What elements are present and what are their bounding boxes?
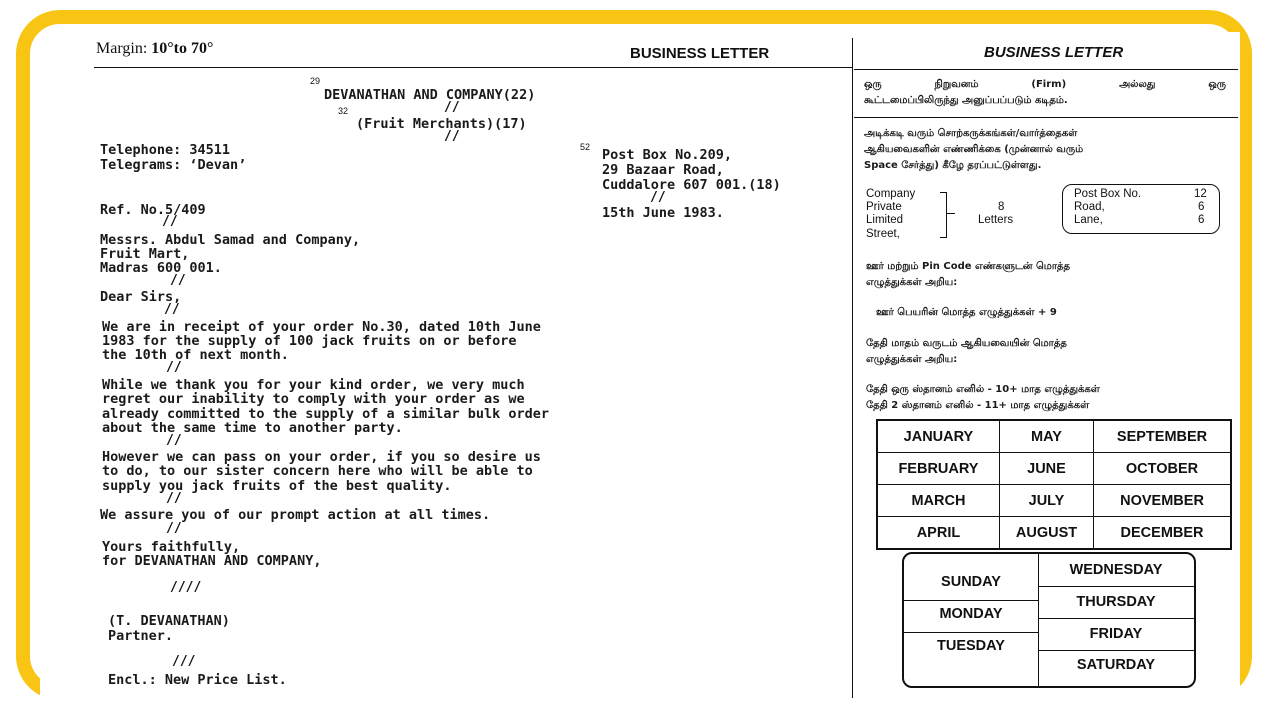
address-line-3: Cuddalore 607 001.(18) — [602, 177, 781, 193]
count-superscript: 29 — [310, 76, 321, 86]
abbr-count: 8 — [998, 201, 1005, 213]
table-row — [877, 420, 1231, 453]
spacing-mark: /// — [172, 654, 196, 669]
margin-note: Margin: 10°to 70° — [96, 40, 214, 57]
telephone: Telephone: 34511 — [100, 142, 231, 158]
salutation: Dear Sirs, — [100, 289, 182, 305]
day-cell: WEDNESDAY — [1069, 562, 1163, 578]
days-rule — [1038, 618, 1194, 619]
abbr-limited: Limited — [866, 214, 904, 226]
abbr-private: Private — [866, 201, 902, 213]
month-cell: JULY — [999, 485, 1093, 517]
day-cell: SUNDAY — [941, 574, 1001, 590]
address-line-1: Post Box No.209, — [602, 147, 733, 163]
month-cell: NOVEMBER — [1094, 485, 1231, 517]
table-row — [877, 517, 1231, 550]
paragraph-1-line-3: the 10th of next month. — [102, 347, 289, 363]
spacing-mark: // — [170, 273, 186, 288]
recipient-line-1: Messrs. Abdul Samad and Company, — [100, 232, 361, 248]
pin-note-line-2: எழுத்துக்கள் அறிய: — [866, 277, 958, 288]
spacing-mark: // — [162, 214, 178, 229]
spacing-mark: // — [166, 521, 182, 536]
day-cell: FRIDAY — [1089, 626, 1143, 642]
days-table — [902, 552, 1196, 688]
company-name: DEVANATHAN AND COMPANY(22) — [324, 87, 536, 103]
day-cell: MONDAY — [939, 606, 1003, 622]
month-cell: JUNE — [999, 453, 1093, 485]
month-cell: DECEMBER — [1094, 517, 1231, 550]
spacing-mark: // — [650, 190, 666, 205]
day-cell: TUESDAY — [937, 638, 1005, 654]
days-rule — [904, 600, 1038, 601]
abbr-note-line-3: Space சேர்த்து) கீழே தரப்பட்டுள்ளது. — [864, 160, 1042, 171]
pin-note-formula: ஊர் பெயரின் மொத்த எழுத்துக்கள் + 9 — [876, 307, 1057, 318]
firm-note-line-2: கூட்டமைப்பிலிருந்து அனுப்பப்படும் கடிதம். — [864, 95, 1068, 106]
company-subtitle: (Fruit Merchants)(17) — [356, 116, 527, 132]
month-cell: SEPTEMBER — [1094, 420, 1231, 453]
date-note-line-4: தேதி 2 ஸ்தானம் எனில் - 11+ மாத எழுத்துக்கள் — [866, 400, 1090, 411]
count-superscript: 32 — [338, 106, 349, 116]
count-superscript: 52 — [580, 142, 591, 152]
address-line-2: 29 Bazaar Road, — [602, 162, 724, 178]
letter-date: 15th June 1983. — [602, 205, 724, 221]
paragraph-3-line-3: supply you jack fruits of the best quality. — [102, 478, 452, 494]
spacing-mark: // — [166, 360, 182, 375]
signer-role: Partner. — [108, 628, 174, 644]
lane-count: 6 — [1198, 214, 1205, 226]
date-note-line-3: தேதி ஒரு ஸ்தானம் எனில் - 10+ மாத எழுத்துக்கள் — [866, 384, 1100, 395]
abbr-note-line-2: ஆகியவைகளின் எண்ணிக்கை (முன்னால் வரும் — [864, 144, 1084, 155]
abbr-street: Street, — [866, 228, 900, 240]
road-count: 6 — [1198, 201, 1205, 213]
reference-number: Ref. No.5/409 — [100, 202, 206, 218]
month-cell: JANUARY — [877, 420, 999, 453]
spacing-mark: // — [444, 100, 460, 115]
abbr-count-label: Letters — [978, 214, 1014, 226]
spacing-mark: // — [166, 491, 182, 506]
month-cell: MARCH — [877, 485, 999, 517]
document-page — [40, 32, 1240, 700]
brace — [940, 192, 947, 238]
firm-note-line-1: ஒரு நிறுவனம் (Firm) அல்லது ஒரு — [864, 79, 1226, 90]
date-note-line-2: எழுத்துக்கள் அறிய: — [866, 354, 958, 365]
paragraph-3-line-2: to do, to our sister concern here who will be able to — [102, 463, 533, 479]
column-divider — [852, 38, 853, 698]
spacing-mark: // — [166, 433, 182, 448]
paragraph-1-line-1: We are in receipt of your order No.30, dated 10th June — [102, 319, 541, 335]
day-cell: THURSDAY — [1076, 594, 1156, 610]
header-rule-right — [854, 69, 1238, 70]
signer-name: (T. DEVANATHAN) — [108, 613, 230, 629]
paragraph-2-line-3: already committed to the supply of a similar bulk order — [102, 406, 550, 422]
recipient-line-2: Fruit Mart, — [100, 246, 190, 262]
postbox-label: Post Box No. — [1074, 188, 1142, 200]
month-cell: FEBRUARY — [877, 453, 999, 485]
abbr-company: Company — [866, 188, 916, 200]
recipient-line-3: Madras 600 001. — [100, 260, 222, 276]
day-cell: SATURDAY — [1076, 657, 1156, 673]
spacing-mark: // — [164, 302, 180, 317]
days-rule — [1038, 586, 1194, 587]
date-note-line-1: தேதி மாதம் வருடம் ஆகியவையின் மொத்த — [866, 338, 1067, 349]
paragraph-2-line-4: about the same time to another party. — [102, 420, 403, 436]
paragraph-2-line-2: regret our inability to comply with your order as we — [102, 391, 525, 407]
spacing-mark: //// — [170, 580, 202, 595]
paragraph-2-line-1: While we thank you for your kind order, we very much — [102, 377, 525, 393]
brace-tip — [947, 213, 955, 214]
table-row — [877, 453, 1231, 485]
page-title-right: BUSINESS LETTER — [984, 44, 1124, 61]
abbr-note-line-1: அடிக்கடி வரும் சொற்கருக்கங்கள்/வார்த்தைகள் — [864, 128, 1078, 139]
month-cell: OCTOBER — [1094, 453, 1231, 485]
table-row — [877, 485, 1231, 517]
spacing-mark: // — [444, 129, 460, 144]
paragraph-4: We assure you of our prompt action at all times. — [100, 507, 491, 523]
lane-label: Lane, — [1074, 214, 1103, 226]
section-rule — [854, 117, 1238, 118]
header-rule-left — [94, 67, 852, 68]
road-label: Road, — [1074, 201, 1105, 213]
enclosure-line: Encl.: New Price List. — [108, 672, 287, 688]
months-table — [876, 419, 1232, 550]
telegrams: Telegrams: ‘Devan’ — [100, 157, 247, 173]
closing-line: Yours faithfully, — [102, 539, 241, 555]
month-cell: MAY — [999, 420, 1093, 453]
pin-note-line-1: ஊர் மற்றும் Pin Code எண்களுடன் மொத்த — [866, 261, 1071, 272]
month-cell: AUGUST — [999, 517, 1093, 550]
postbox-count: 12 — [1194, 188, 1207, 200]
page-title-left: BUSINESS LETTER — [630, 45, 770, 62]
month-cell: APRIL — [877, 517, 999, 550]
paragraph-1-line-2: 1983 for the supply of 100 jack fruits on or before — [102, 333, 517, 349]
closing-company: for DEVANATHAN AND COMPANY, — [102, 553, 322, 569]
days-rule — [904, 632, 1038, 633]
days-rule — [1038, 650, 1194, 651]
paragraph-3-line-1: However we can pass on your order, if you so desire us — [102, 449, 541, 465]
